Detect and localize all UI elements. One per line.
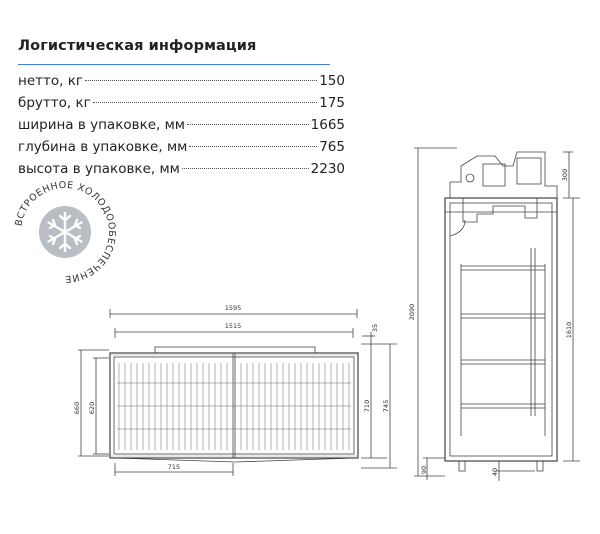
spec-value: 175 — [319, 95, 345, 111]
side-view-drawing — [405, 136, 600, 496]
dim-top-35: 35 — [371, 323, 379, 333]
dim-door-width: 715 — [167, 463, 181, 471]
spec-value: 2230 — [310, 161, 345, 177]
dot-leader — [189, 146, 317, 147]
spec-value: 1665 — [310, 117, 345, 133]
spec-label: брутто, кг — [18, 95, 91, 111]
dim-foot-height: 90 — [420, 465, 428, 475]
spec-label: глубина в упаковке, мм — [18, 139, 188, 155]
spec-label: нетто, кг — [18, 73, 83, 89]
dim-overall-width: 1595 — [224, 304, 242, 312]
dim-body-height: 1610 — [565, 321, 573, 339]
spec-label: ширина в упаковке, мм — [18, 117, 185, 133]
dim-height-660: 660 — [73, 401, 81, 415]
spec-row-pack-width — [18, 117, 345, 139]
dim-height-620: 620 — [88, 401, 96, 415]
dim-total-height: 2090 — [408, 303, 416, 321]
spec-row-pack-depth — [18, 139, 345, 161]
dim-inner-width: 1515 — [224, 322, 242, 330]
dim-foot-small: 40 — [491, 467, 499, 477]
shelf-grid — [117, 363, 351, 450]
dot-leader — [85, 80, 317, 81]
builtin-refrigeration-badge — [10, 177, 120, 287]
logistics-spec-list — [18, 73, 345, 183]
dot-leader — [187, 124, 309, 125]
dim-height-710: 710 — [363, 399, 371, 413]
spec-row-gross — [18, 95, 345, 117]
front-view-drawing — [75, 298, 405, 498]
spec-value: 150 — [319, 73, 345, 89]
badge-caption: ВСТРОЕННОЕ ХОЛОДООБЕСПЕЧЕНИЕ — [13, 179, 118, 285]
spec-label: высота в упаковке, мм — [18, 161, 180, 177]
title-underline — [18, 64, 330, 65]
spec-row-net — [18, 73, 345, 95]
spec-value: 765 — [319, 139, 345, 155]
page-title: Логистическая информация — [18, 38, 257, 54]
dot-leader — [182, 168, 309, 169]
dot-leader — [93, 102, 318, 103]
dim-top-unit: 300 — [561, 168, 569, 182]
dim-height-745: 745 — [382, 399, 390, 413]
